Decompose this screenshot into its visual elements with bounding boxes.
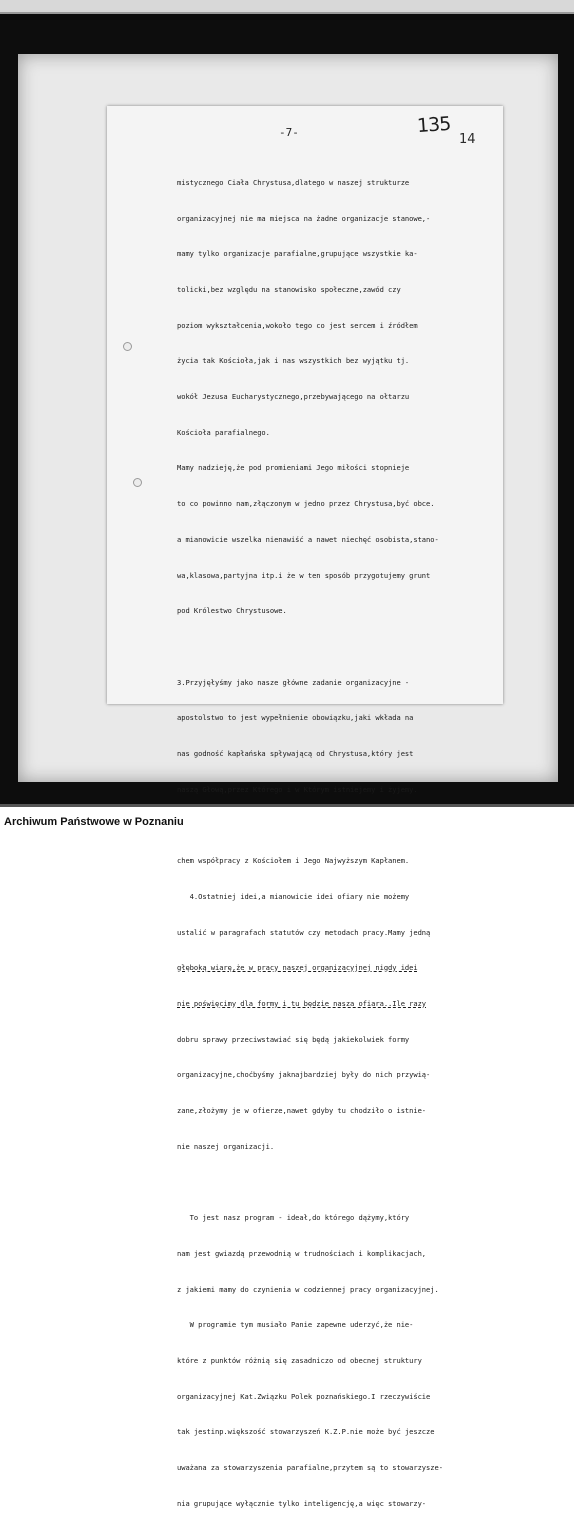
text-line-underlined: głęboką wiarę,że w pracy naszej organizacyjnej nigdy idei	[177, 963, 418, 973]
text-line: 4.Ostatniej idei,a mianowicie idei ofiary nie możemy	[177, 891, 410, 901]
folio-number: 135	[416, 112, 451, 138]
text-line: z jakiemi mamy do czynienia w codziennej pracy organizacyjnej.	[177, 1284, 439, 1294]
text-line: dobru sprawy przeciwstawiać się będą jakiekolwiek formy	[177, 1034, 410, 1044]
text-line: ustalić w paragrafach statutów czy metodach pracy.Mamy jedną	[177, 927, 431, 937]
text-line: zane,złożymy je w ofierze,nawet gdyby tu chodziło o istnie-	[177, 1106, 427, 1116]
text-line: które z punktów różnią się zasadniczo od obecnej struktury	[177, 1356, 422, 1366]
text-line: naszą Głową,przez Którego i w Którym istniejemy i żyjemy.	[177, 784, 418, 794]
text-line: 3.Przyjęłyśmy jako nasze główne zadanie organizacyjne -	[177, 677, 410, 687]
text-line: tolicki,bez względu na stanowisko społeczne,zawód czy	[177, 284, 401, 294]
text-line: organizacyjnej Kat.Związku Polek poznańskiego.I rzeczywiście	[177, 1391, 431, 1401]
text-line: mistycznego Ciała Chrystusa,dlatego w naszej strukturze	[177, 177, 410, 187]
punch-hole-icon	[123, 342, 132, 351]
text-line: życia tak Kościoła,jak i nas wszystkich bez wyjątku tj.	[177, 356, 410, 366]
text-line-underlined: nie poświęcimy dla formy i tu będzie nasza ofiara..Ile razy	[177, 998, 427, 1008]
blank-line	[177, 1177, 495, 1189]
text-line: Mamy nadzieję,że pod promieniami Jego miłości stopnieje	[177, 463, 410, 473]
footer-divider	[0, 804, 574, 807]
text-line: nam jest gwiazdą przewodnią w trudnościach i komplikacjach,	[177, 1248, 427, 1258]
text-line: uważana za stowarzyszenia parafialne,przytem są to stowarzysze-	[177, 1463, 443, 1473]
top-strip	[0, 0, 574, 14]
text-line: chem współpracy z Kościołem i Jego Najwyższym Kapłanem.	[177, 856, 410, 866]
text-line: mamy tylko organizacje parafialne,grupujące wszystkie ka-	[177, 249, 418, 259]
blank-line	[177, 641, 495, 653]
folio-sub-number: 14	[459, 132, 476, 147]
text-line: tak jestinp.większość stowarzyszeń K.Z.P.nie może być jeszcze	[177, 1427, 435, 1437]
text-line: W programie tym musiało Panie zapewne uderzyć,że nie-	[177, 1320, 414, 1330]
text-line: nia grupujące wyłącznie tylko inteligencję,a więc stowarzy-	[177, 1498, 427, 1508]
text-line: a mianowicie wszelka nienawiść a nawet niechęć osobista,stano-	[177, 534, 439, 544]
document-text	[177, 153, 495, 1534]
text-line: pod Królestwo Chrystusowe.	[177, 606, 287, 616]
text-line: wokół Jezusa Eucharystycznego,przebywającego na ołtarzu	[177, 392, 410, 402]
punch-hole-icon	[133, 478, 142, 487]
archive-label: Archiwum Państwowe w Poznaniu	[4, 816, 184, 828]
text-line: To jest nasz program - ideał,do którego dążymy,który	[177, 1213, 410, 1223]
document-page	[107, 106, 503, 1508]
text-line: organizacyjnej nie ma miejsca na żadne organizacje stanowe,-	[177, 213, 431, 223]
text-line: organizacyjne,choćbyśmy jaknajbardziej były do nich przywią-	[177, 1070, 431, 1080]
text-line: Kościoła parafialnego.	[177, 427, 270, 437]
text-line: nie naszej organizacji.	[177, 1141, 275, 1151]
text-line: to co powinno nam,złączonym w jedno przez Chrystusa,być obce.	[177, 499, 435, 509]
text-line: wa,klasowa,partyjna itp.i że w ten sposób przygotujemy grunt	[177, 570, 431, 580]
text-line: apostolstwo to jest wypełnienie obowiązku,jaki wkłada na	[177, 713, 414, 723]
page-marker: -7-	[279, 126, 299, 139]
text-line: poziom wykształcenia,wokoło tego co jest sercem i źródłem	[177, 320, 418, 330]
text-line: nas godność kapłańska spływającą od Chrystusa,który jest	[177, 749, 414, 759]
